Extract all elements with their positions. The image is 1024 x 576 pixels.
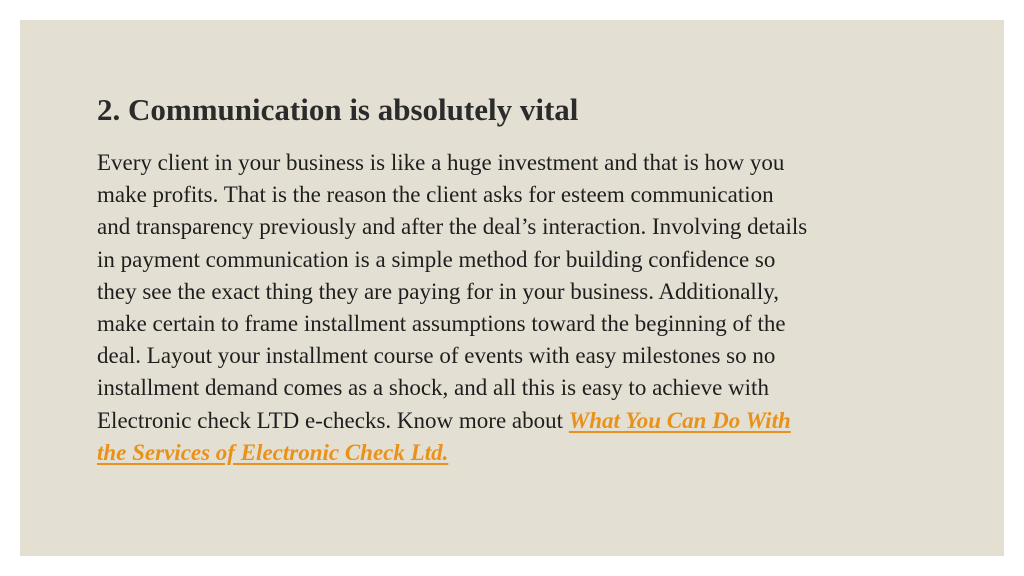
body-line: they see the exact thing they are paying for in your business. Additionally,: [97, 278, 779, 304]
body-line: in payment communication is a simple method for building confidence so: [97, 246, 776, 272]
slide-heading: 2. Communication is absolutely vital: [97, 92, 579, 127]
body-line: deal. Layout your installment course of events with easy milestones so no: [97, 343, 776, 369]
body-line: and transparency previously and after the deal’s interaction. Involving details: [97, 214, 808, 240]
body-line: installment demand comes as a shock, and all this is easy to achieve with: [97, 375, 769, 401]
body-line: make certain to frame installment assumptions toward the beginning of the: [97, 311, 786, 337]
body-line: Electronic check LTD e-checks. Know more about: [97, 407, 569, 433]
slide: [20, 20, 1004, 556]
slide-body-text: [97, 147, 927, 469]
body-line: make profits. That is the reason the client asks for esteem communication: [97, 182, 774, 208]
electronic-check-link-part-1[interactable]: What You Can Do With: [568, 407, 791, 433]
electronic-check-link-part-2[interactable]: the Services of Electronic Check Ltd.: [97, 439, 449, 465]
body-line: Every client in your business is like a huge investment and that is how you: [97, 150, 785, 175]
